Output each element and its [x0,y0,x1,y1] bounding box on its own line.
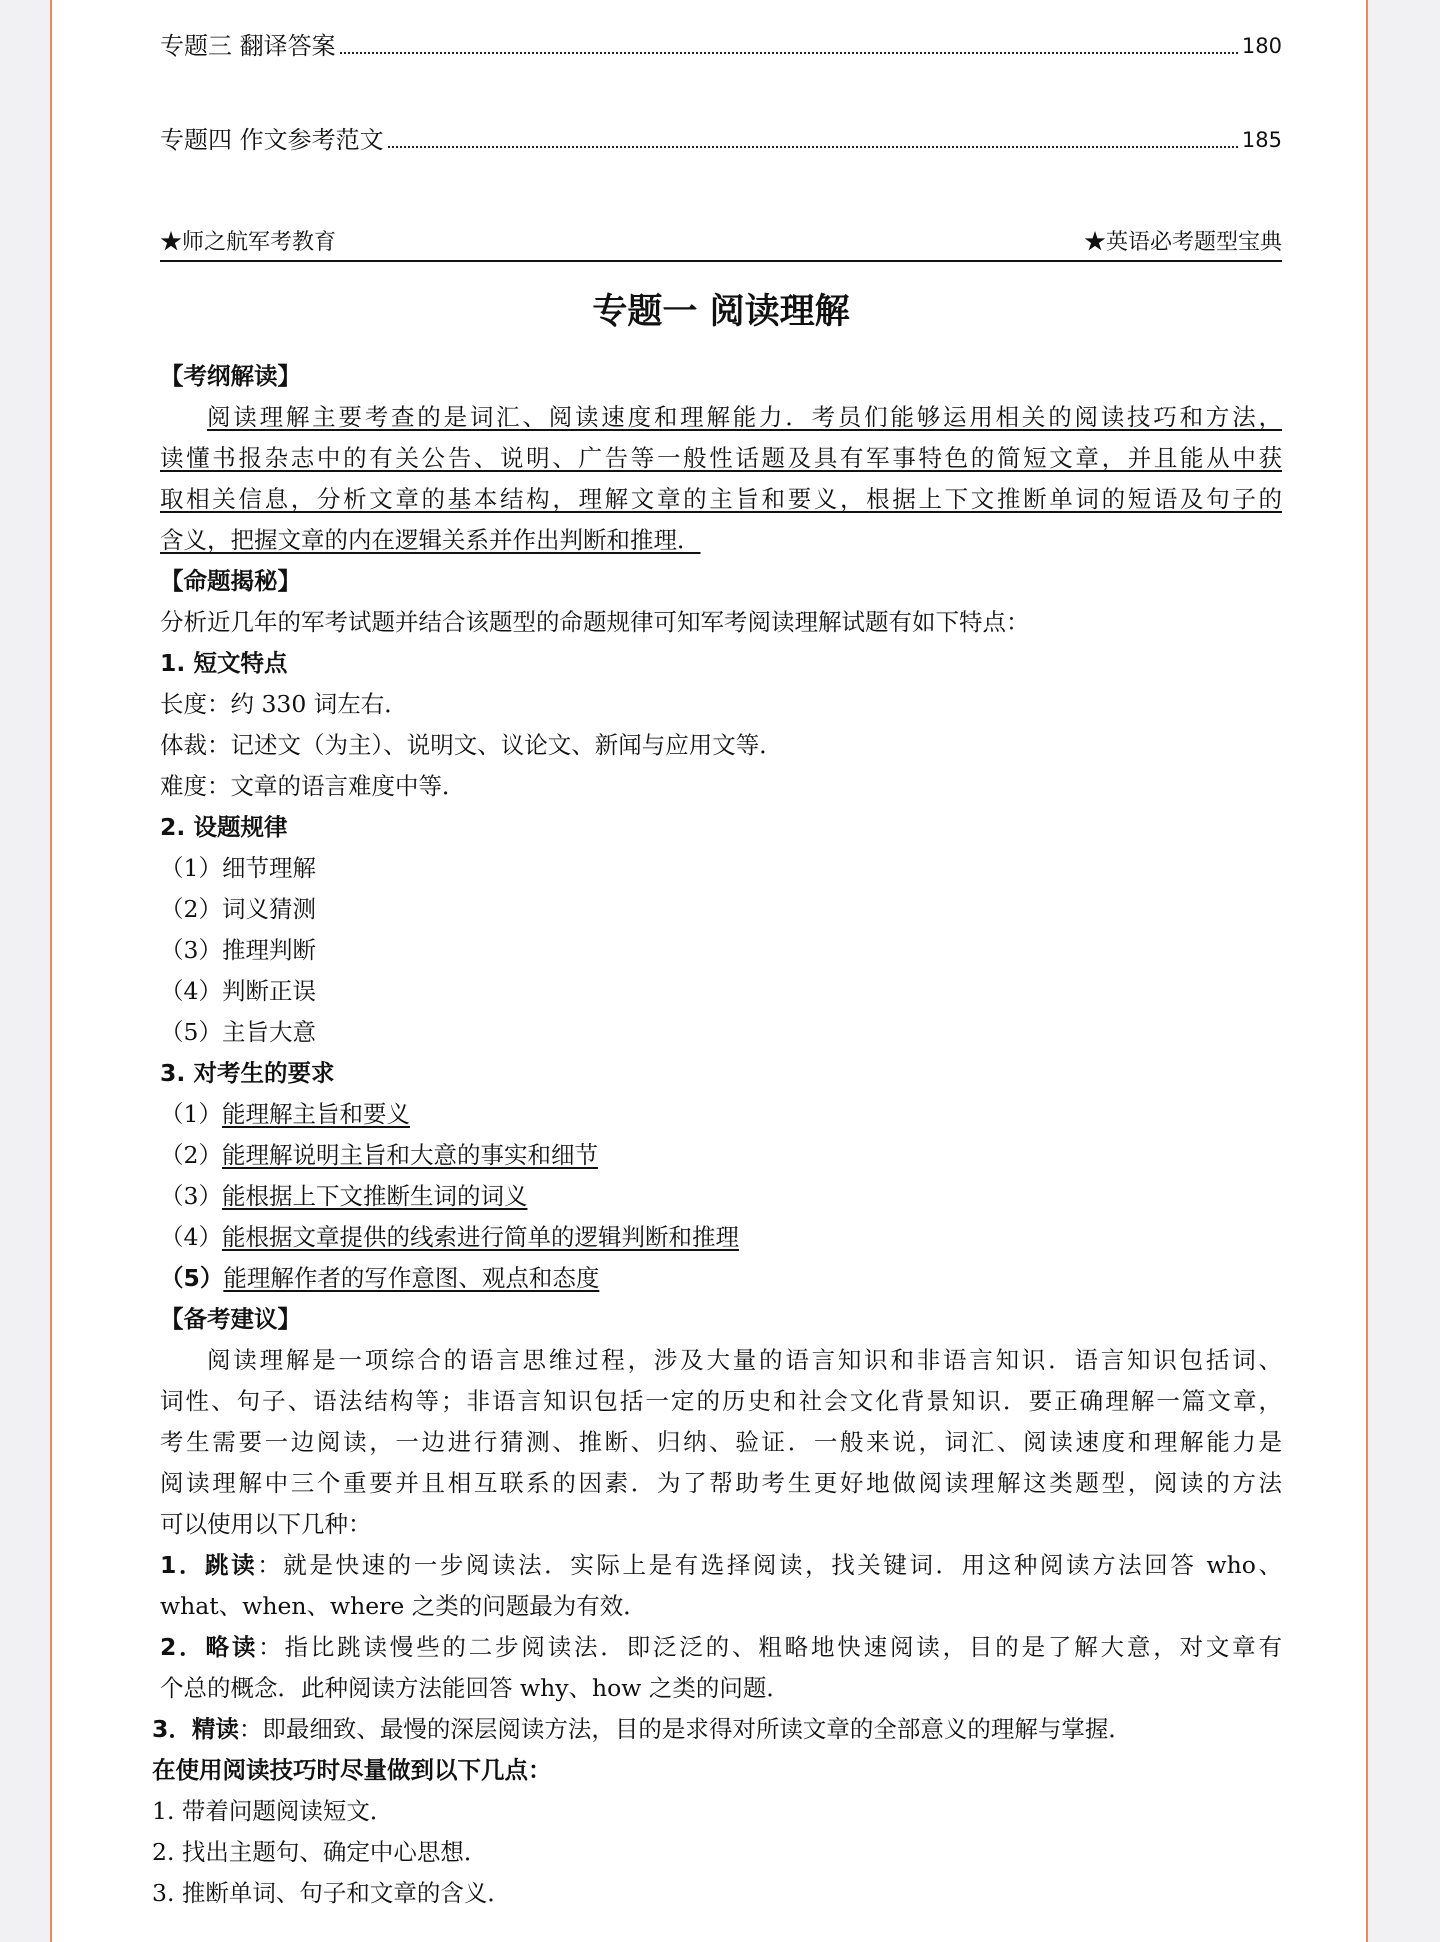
document-page [50,0,1368,1942]
feature-item: 长度：约 330 词左右． [160,690,408,718]
secret-intro: 分析近几年的军考试题并结合该题型的命题规律可知军考阅读理解试题有如下特点： [160,608,1030,636]
requirement-number: （4） [160,1223,222,1251]
rule-item: （4）判断正误 [160,977,316,1005]
requirement-number: （5） [160,1264,224,1292]
requirement-item [160,1094,1282,1135]
method-label: 1．跳读 [160,1551,258,1579]
requirement-item [160,1135,1282,1176]
outline-line: 阅读理解主要考查的是词汇、阅读速度和理解能力．考员们能够运用相关的阅读技巧和方法， [207,403,1282,431]
rule-item: （1）细节理解 [160,854,316,882]
toc-title: 专题三 翻译答案 [160,32,336,60]
feature-heading: 1. 短文特点 [160,649,288,677]
outline-line: 取相关信息，分析文章的基本结构，理解文章的主旨和要义，根据上下文推断单词的短语及句子的 [160,485,1282,513]
toc-title: 专题四 作文参考范文 [160,126,384,154]
advice-line: 阅读理解中三个重要并且相互联系的因素．为了帮助考生更好地做阅读理解这类题型，阅读的方法 [160,1469,1282,1497]
rule-item: （5）主旨大意 [160,1018,316,1046]
advice-line: 可以使用以下几种： [160,1510,372,1538]
outline-line: 读懂书报杂志中的有关公告、说明、广告等一般性话题及具有军事特色的简短文章，并且能从中获 [160,444,1282,472]
method-text: ：就是快速的一步阅读法．实际上是有选择阅读，找关键词．用这种阅读方法回答 who、 [257,1551,1282,1579]
rule-heading: 2. 设题规律 [160,813,288,841]
tips-heading: 在使用阅读技巧时尽量做到以下几点： [152,1756,552,1784]
requirement-number: （3） [160,1182,222,1210]
requirement-text: 能理解作者的写作意图、观点和态度 [223,1264,600,1292]
feature-item: 难度：文章的语言难度中等． [160,772,466,800]
advice-line: 考生需要一边阅读，一边进行猜测、推断、归纳、验证．一般来说，词汇、阅读速度和理解能力是 [160,1428,1282,1456]
toc-page-number: 185 [1241,128,1282,152]
toc-leader-dots [388,146,1238,148]
method-skim [160,1545,1282,1586]
requirement-item [160,1176,1282,1217]
method-skim-cont: what、when、where 之类的问题最为有效． [160,1592,647,1620]
running-header [160,228,1282,262]
chapter-title: 专题一 阅读理解 [592,292,850,332]
header-left: ★师之航军考教育 [160,230,337,255]
requirement-heading: 3. 对考生的要求 [160,1059,335,1087]
rule-item: （3）推理判断 [160,936,316,964]
tip-item: 1. 带着问题阅读短文． [152,1797,394,1825]
method-scan-cont: 个总的概念．此种阅读方法能回答 why、how 之类的问题． [160,1674,790,1702]
method-scan [160,1627,1282,1668]
method-label: 2．略读 [160,1633,259,1661]
method-text: ：即最细致、最慢的深层阅读方法，目的是求得对所读文章的全部意义的理解与掌握． [238,1715,1132,1743]
advice-line: 阅读理解是一项综合的语言思维过程，涉及大量的语言知识和非语言知识．语言知识包括词、 [207,1346,1282,1374]
requirement-text: 能理解主旨和要义 [221,1100,410,1128]
requirement-number: （2） [160,1141,222,1169]
requirement-text: 能根据上下文推断生词的词义 [221,1182,528,1210]
requirement-item [160,1217,1282,1258]
chapter-body [152,356,1282,1914]
toc-leader-dots [340,52,1238,54]
feature-item: 体裁：记述文（为主）、说明文、议论文、新闻与应用文等． [160,731,783,759]
rule-item: （2）词义猜测 [160,895,316,923]
method-text: ：指比跳读慢些的二步阅读法．即泛泛的、粗略地快速阅读，目的是了解大意，对文章有 [258,1633,1282,1661]
method-label: 3．精读 [152,1715,239,1743]
method-intensive [152,1709,1282,1750]
toc-row-3[interactable] [160,31,1282,61]
requirement-item [160,1258,1282,1299]
outline-line: 含义，把握文章的内在逻辑关系并作出判断和推理． [160,526,701,554]
requirement-number: （1） [160,1100,222,1128]
toc-page-number: 180 [1241,34,1282,58]
secret-heading: 【命题揭秘】 [160,567,301,595]
advice-heading: 【备考建议】 [160,1305,301,1333]
advice-line: 词性、句子、语法结构等；非语言知识包括一定的历史和社会文化背景知识．要正确理解一篇文章， [160,1387,1282,1415]
header-right: ★英语必考题型宝典 [1083,230,1282,255]
requirement-text: 能理解说明主旨和大意的事实和细节 [221,1141,598,1169]
tip-item: 2. 找出主题句、确定中心思想． [152,1838,488,1866]
tip-item: 3. 推断单词、句子和文章的含义． [152,1879,511,1907]
outline-heading: 【考纲解读】 [160,362,301,390]
requirement-text: 能根据文章提供的线索进行简单的逻辑判断和推理 [221,1223,739,1251]
toc-row-4[interactable] [160,125,1282,155]
